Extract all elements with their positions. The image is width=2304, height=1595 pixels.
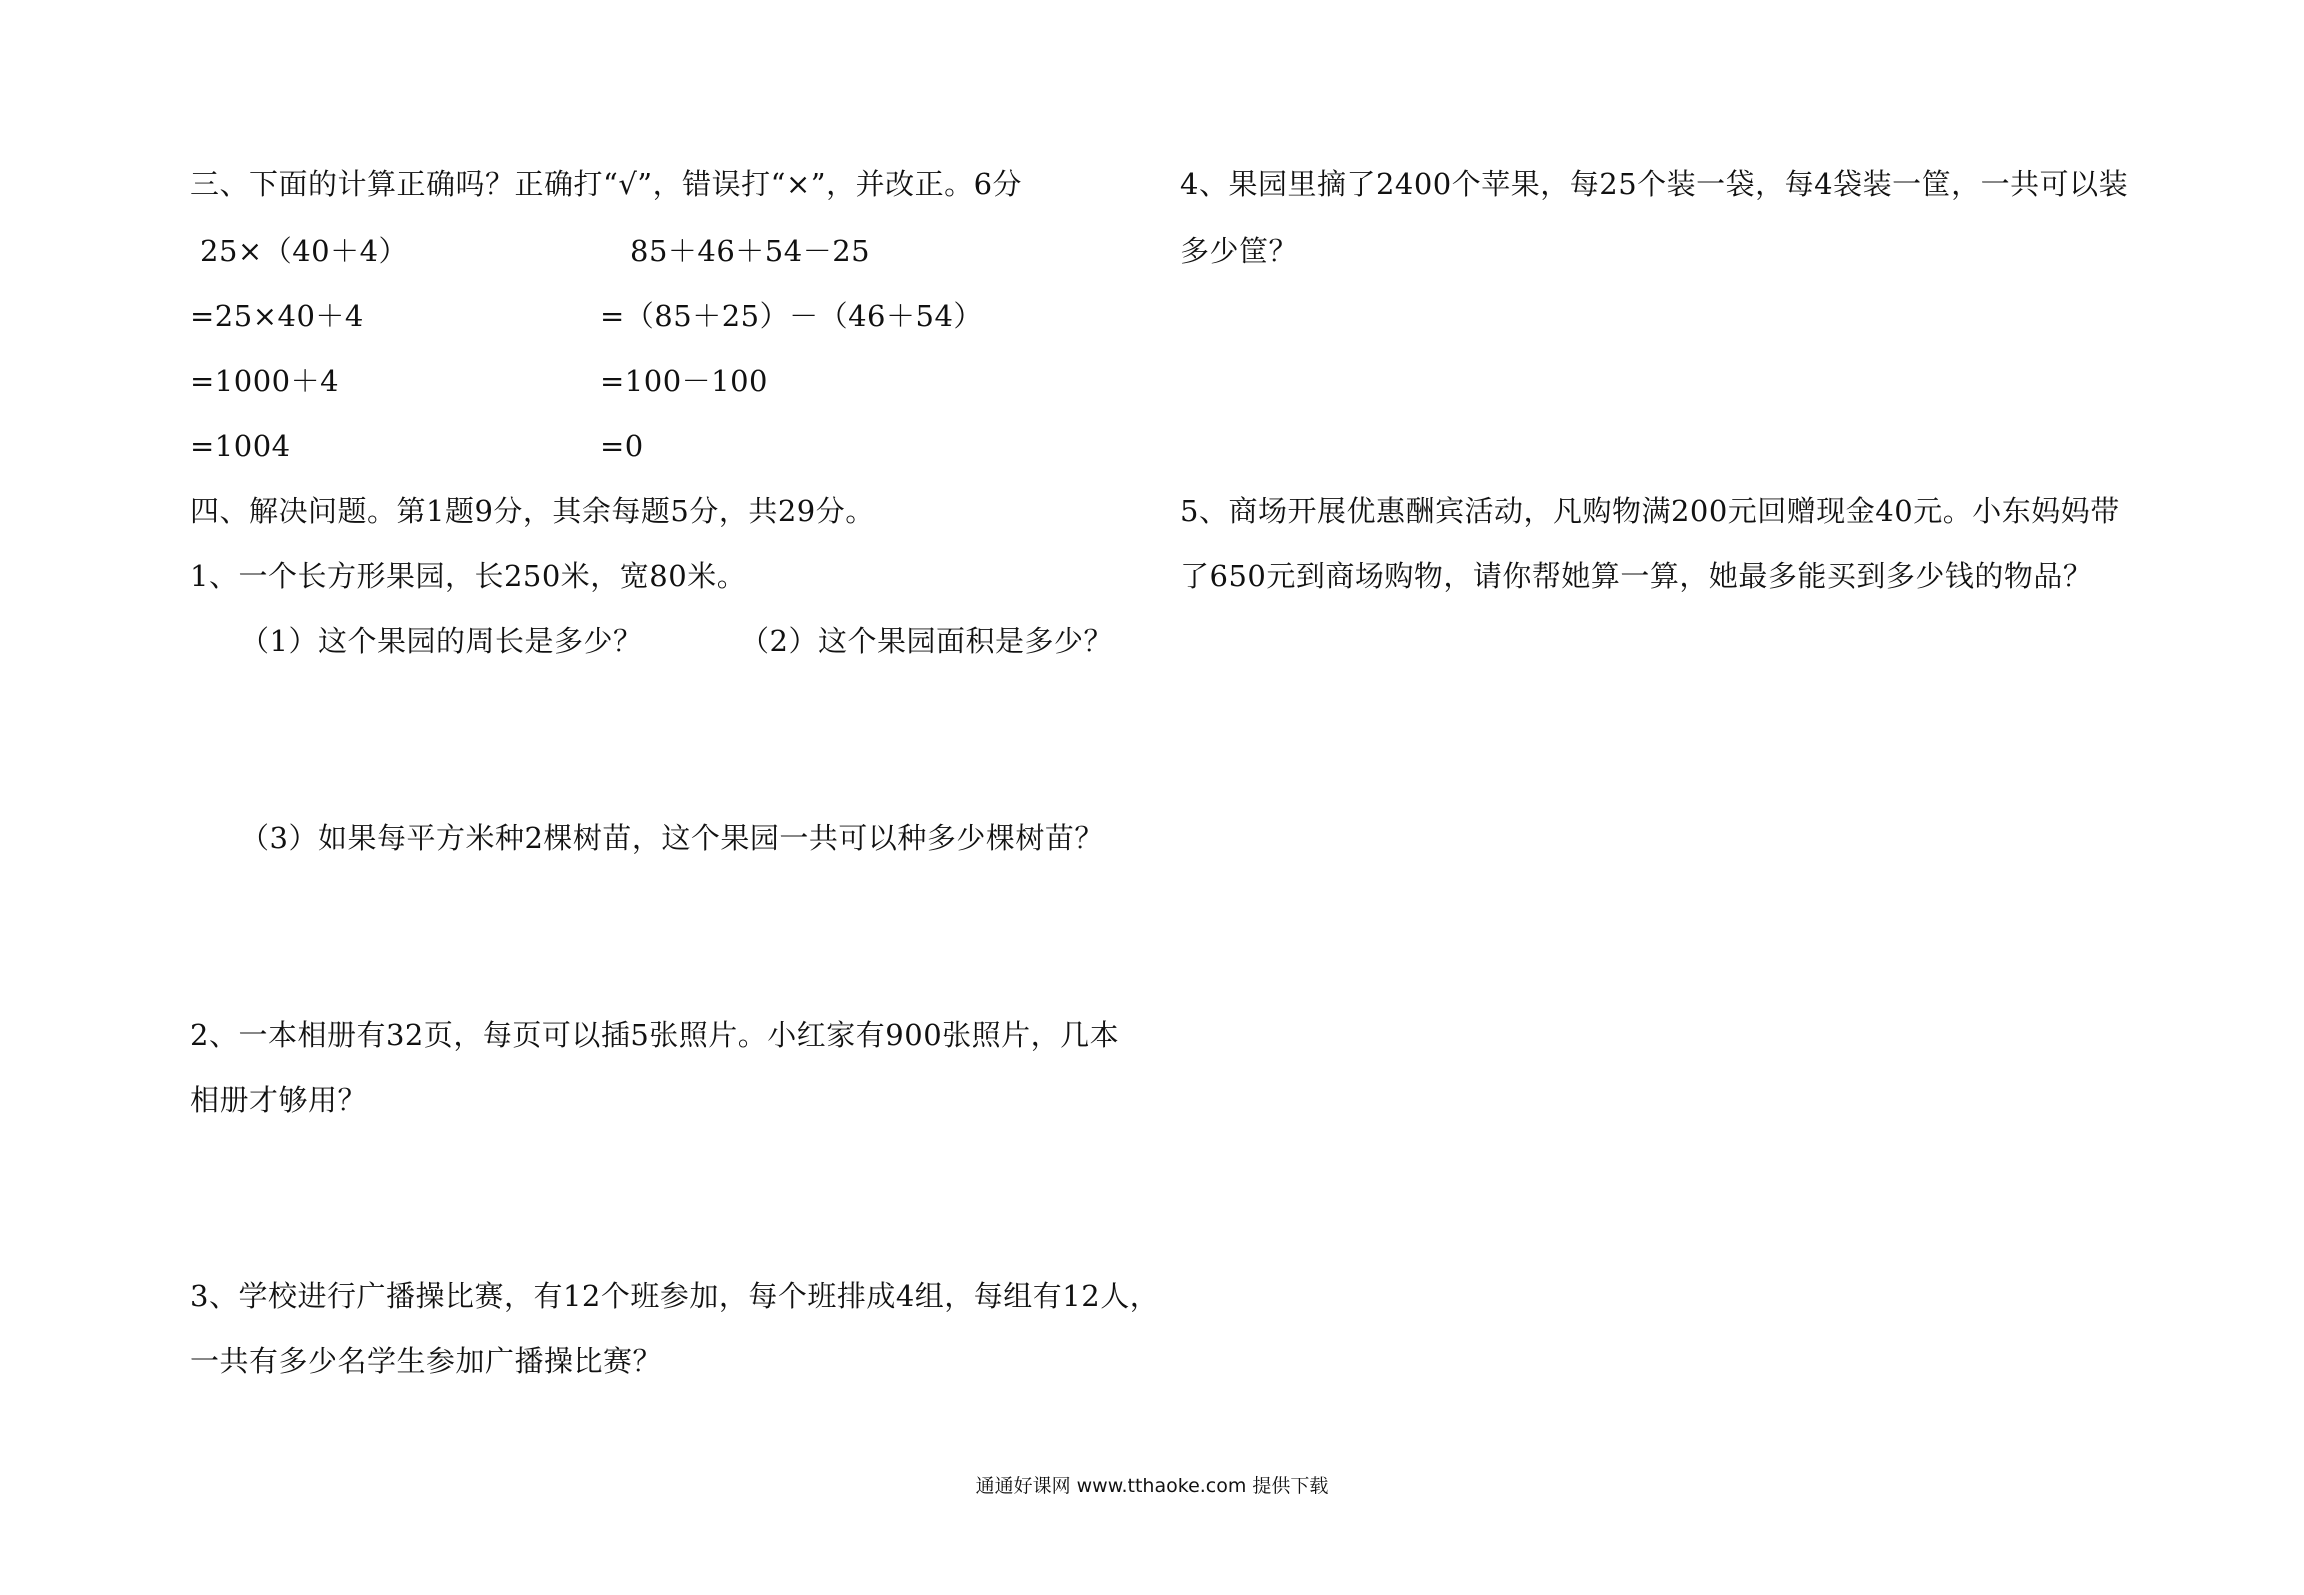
q5-line2: 了650元到商场购物，请你帮她算一算，她最多能买到多少钱的物品？ <box>1180 559 2093 593</box>
calc-a-expression: 25×（40＋4） <box>200 234 409 268</box>
section4-heading: 四、解决问题。第1题9分，其余每题5分，共29分。 <box>190 494 875 528</box>
q1-sub2: （2）这个果园面积是多少？ <box>740 624 1113 658</box>
q1-stem: 1、一个长方形果园，长250米，宽80米。 <box>190 559 747 593</box>
calc-a-step1: =25×40＋4 <box>190 299 364 333</box>
calc-b-step2: =100－100 <box>600 364 769 398</box>
q1-sub3: （3）如果每平方米种2棵树苗，这个果园一共可以种多少棵树苗？ <box>240 821 1104 855</box>
calc-a-step3: =1004 <box>190 429 291 463</box>
q3-line2: 一共有多少名学生参加广播操比赛？ <box>190 1344 663 1378</box>
calc-a-step2: =1000＋4 <box>190 364 340 398</box>
q2-line2: 相册才够用？ <box>190 1083 368 1117</box>
calc-b-expression: 85＋46＋54－25 <box>630 234 871 268</box>
page-footer: 通通好课网 www.tthaoke.com 提供下载 <box>975 1475 1329 1497</box>
section3-heading: 三、下面的计算正确吗？正确打“√”，错误打“×”，并改正。6分 <box>190 167 1023 201</box>
q2-line1: 2、一本相册有32页，每页可以插5张照片。小红家有900张照片，几本 <box>190 1018 1120 1052</box>
q1-sub1: （1）这个果园的周长是多少？ <box>240 624 643 658</box>
q3-line1: 3、学校进行广播操比赛，有12个班参加，每个班排成4组，每组有12人， <box>190 1279 1160 1313</box>
calc-b-step3: =0 <box>600 429 644 463</box>
q4-line1: 4、果园里摘了2400个苹果，每25个装一袋，每4袋装一筐，一共可以装 <box>1180 167 2129 201</box>
calc-b-step1: =（85＋25）－（46＋54） <box>600 299 983 333</box>
q5-line1: 5、商场开展优惠酬宾活动，凡购物满200元回赠现金40元。小东妈妈带 <box>1180 494 2120 528</box>
q4-line2: 多少筐？ <box>1180 234 1299 268</box>
